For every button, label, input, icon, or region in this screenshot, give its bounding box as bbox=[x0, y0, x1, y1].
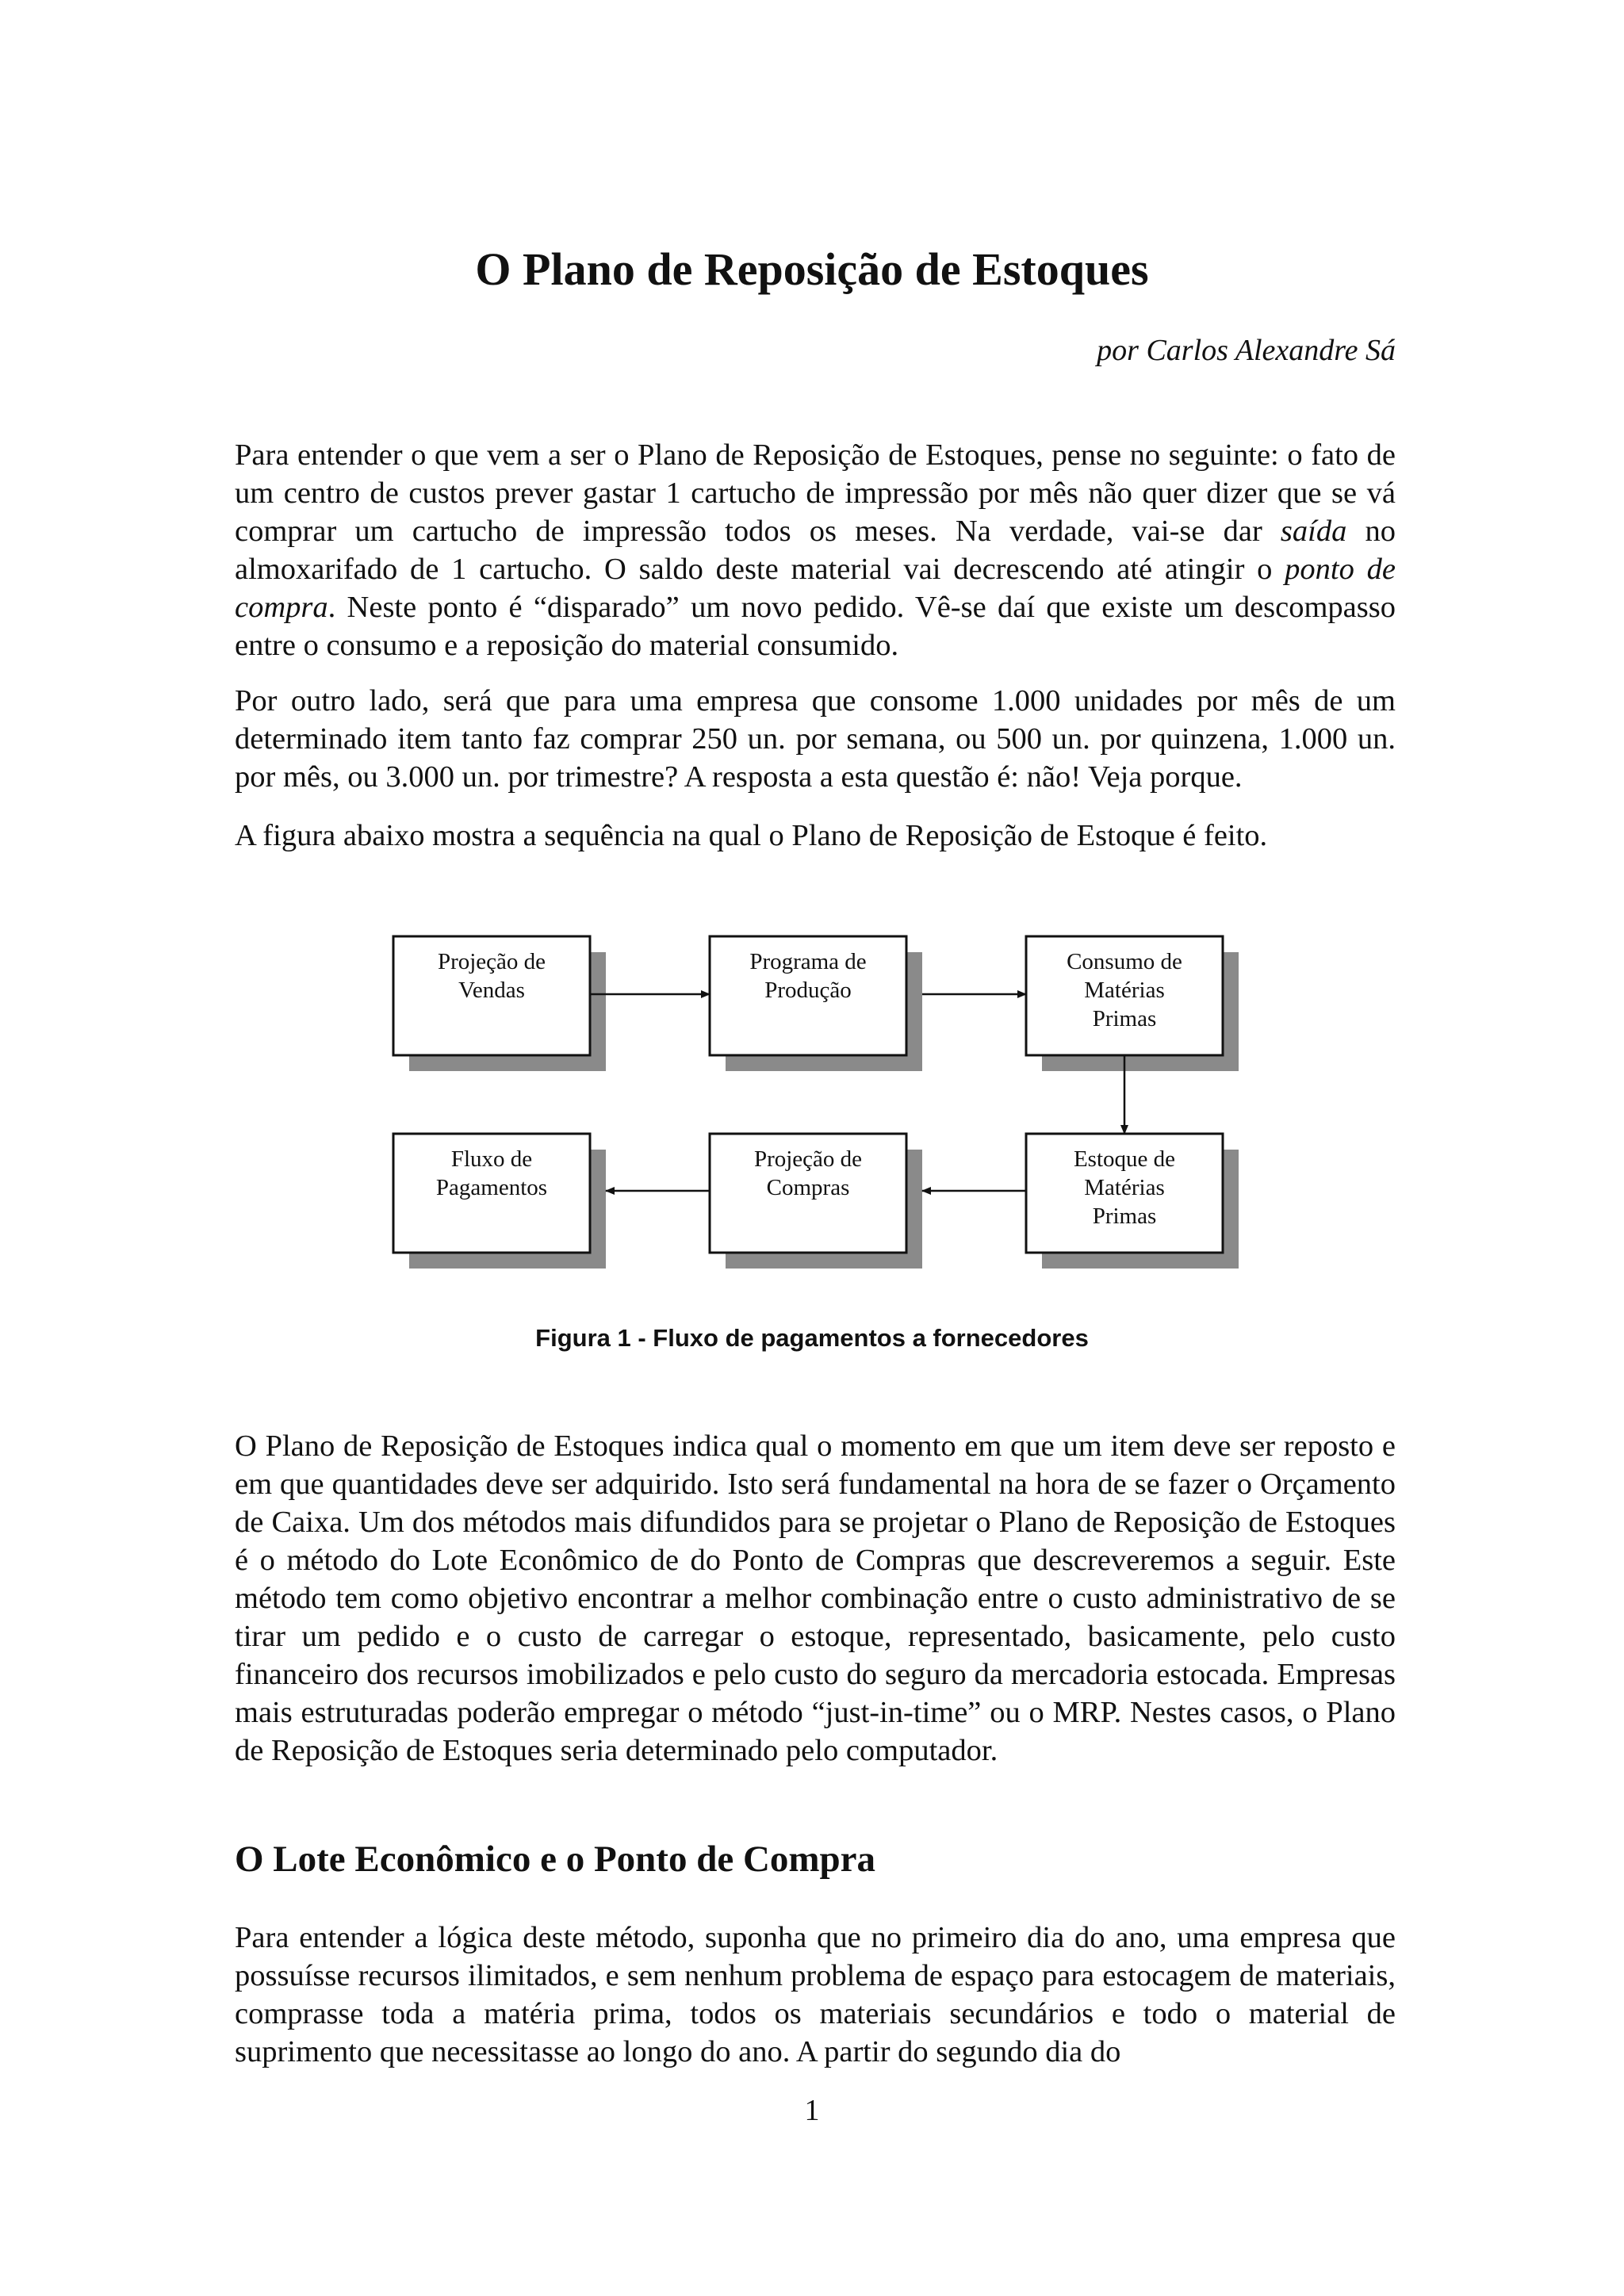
p1-emphasis-saida: saída bbox=[1280, 515, 1347, 548]
body-paragraph-5: Para entender a lógica deste método, suponha que no primeiro dia do ano, uma empresa que possuísse recursos ilimitados, e sem nenhum problema de espaço para estocagem de materiais, comprasse toda a matéria prima, todos os materiais secundários e todo o material de suprimento que necessitasse ao longo do ano. A partir do segundo dia do bbox=[235, 1921, 1396, 2068]
box-3-line-3: Primas bbox=[1092, 1006, 1157, 1031]
box-6-line-2: Matérias bbox=[1084, 1175, 1165, 1200]
author-byline: por Carlos Alexandre Sá bbox=[1097, 334, 1396, 367]
box-estoque-de-materias-primas bbox=[1026, 1134, 1239, 1269]
body-paragraph-4: O Plano de Reposição de Estoques indica qual o momento em que um item deve ser reposto e em que quantidades deve ser adquirido. Isto será fundamental na hora de se fazer o Orçamento de Caixa. Um dos métodos mais difundidos para se projetar o Plano de Reposição de Estoques é o método do Lote Econômico de do Ponto de Compras que descreveremos a seguir. Este método tem como objetivo encontrar a melhor combinação entre o custo administrativo de se tirar um pedido e o custo de carregar o estoque, representado, basicamente, pelo custo financeiro dos recursos imobilizados e pelo custo do seguro da mercadoria estocada. Empresas mais estruturadas poderão empregar o método “just-in-time” ou o MRP. Nestes casos, o Plano de Reposição de Estoques seria determinado pelo computador. bbox=[235, 1429, 1396, 1767]
p1-text-3: . Neste ponto é “disparado” um novo pedido. Vê-se daí que existe um descompasso entre o consumo e a reposição do material consumido. bbox=[235, 591, 1396, 662]
box-6-line-1: Estoque de bbox=[1073, 1146, 1176, 1172]
p1-text-2: no almoxarifado de 1 cartucho. O saldo deste material vai decrescendo até atingir o bbox=[235, 515, 1396, 586]
box-5-line-1: Projeção de bbox=[753, 1146, 863, 1172]
box-2-line-1: Programa de bbox=[749, 949, 867, 974]
box-5-line-2: Compras bbox=[766, 1175, 850, 1200]
box-projecao-de-compras bbox=[710, 1134, 922, 1269]
box-fluxo-de-pagamentos bbox=[393, 1134, 606, 1269]
figure-caption: Figura 1 - Fluxo de pagamentos a fornecedores bbox=[535, 1324, 1089, 1352]
box-6-line-3: Primas bbox=[1092, 1203, 1157, 1229]
p1-text-1: Para entender o que vem a ser o Plano de Reposição de Estoques, pense no seguinte: o fato de um centro de custos prever gastar 1 cartucho de impressão por mês não quer dizer que se vá comprar um cartucho de impressão todos os meses. Na verdade, vai-se dar bbox=[235, 438, 1396, 548]
intro-paragraph-3: A figura abaixo mostra a sequência na qual o Plano de Reposição de Estoque é feito. bbox=[235, 819, 1268, 852]
box-4-line-1: Fluxo de bbox=[450, 1146, 533, 1172]
box-consumo-de-materias-primas bbox=[1026, 936, 1239, 1071]
intro-paragraph-2: Por outro lado, será que para uma empresa que consome 1.000 unidades por mês de um determinado item tanto faz comprar 250 un. por semana, ou 500 un. por quinzena, 1.000 un. por mês, ou 3.000 un. por trimestre? A resposta a esta questão é: não! Veja porque. bbox=[235, 684, 1396, 794]
page-number: 1 bbox=[804, 2094, 820, 2127]
box-projecao-de-vendas bbox=[393, 936, 606, 1071]
page-title: O Plano de Reposição de Estoques bbox=[475, 243, 1149, 295]
box-4-line-2: Pagamentos bbox=[435, 1175, 548, 1200]
box-2-line-2: Produção bbox=[764, 978, 852, 1003]
box-3-line-2: Matérias bbox=[1084, 978, 1165, 1003]
p1-emphasis-ponto-de-compra: ponto de compra bbox=[235, 553, 1396, 624]
box-1-line-2: Vendas bbox=[458, 978, 525, 1003]
section-heading: O Lote Econômico e o Ponto de Compra bbox=[235, 1839, 876, 1880]
box-1-line-1: Projeção de bbox=[437, 949, 546, 974]
box-programa-de-producao bbox=[710, 936, 922, 1071]
box-3-line-1: Consumo de bbox=[1067, 949, 1182, 974]
